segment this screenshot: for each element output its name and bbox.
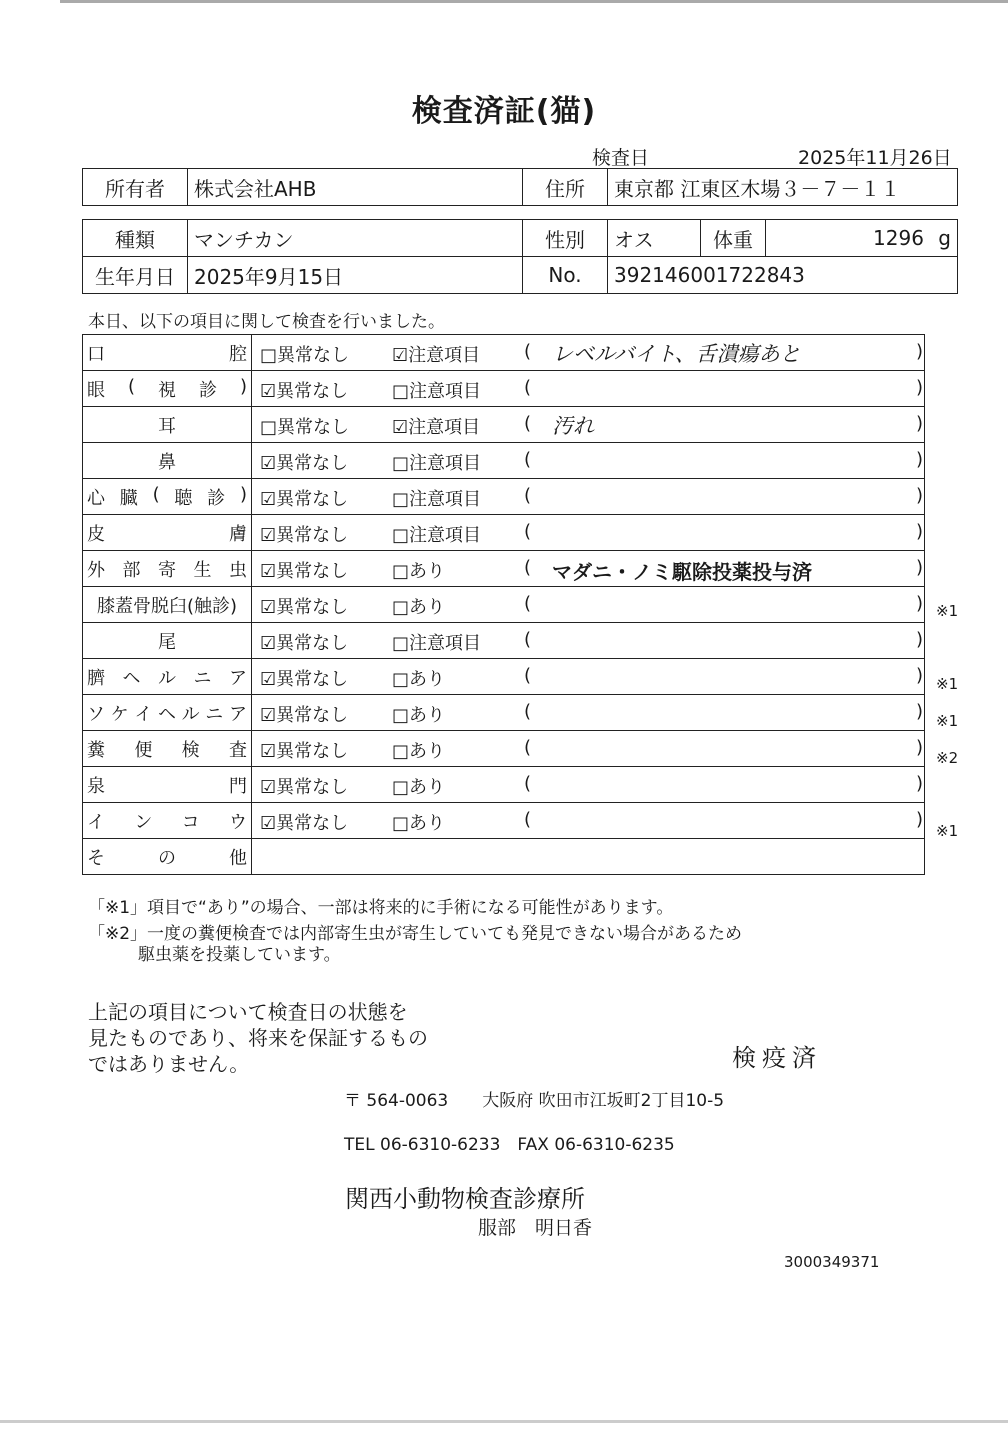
attention-checkbox[interactable]: □あり <box>392 705 446 726</box>
exam-item-chars <box>87 628 247 654</box>
attention-checkbox[interactable]: □あり <box>392 813 446 834</box>
note-paren-open: ( <box>524 413 532 434</box>
exam-item-char: 他 <box>229 847 247 869</box>
exam-item-chars <box>87 448 247 474</box>
exam-date-label: 検査日 <box>592 147 650 169</box>
footnote-1: 「※1」項目で“あり”の場合、一部は将来的に手術になる可能性があります。 <box>88 898 674 918</box>
document-title: 検査済証(猫) <box>411 94 597 129</box>
exam-item-chars <box>87 556 247 582</box>
exam-date-value: 2025年11月26日 <box>798 147 952 169</box>
exam-item-char: ヘ <box>157 703 176 725</box>
exam-item-chars <box>87 736 247 762</box>
exam-item-label <box>83 551 252 587</box>
exam-options <box>252 335 925 371</box>
exam-row <box>83 335 925 371</box>
sex-value: オス <box>608 220 701 257</box>
exam-item-char: ( <box>127 375 136 397</box>
exam-item-char: イ <box>134 703 153 725</box>
note-paren-open: ( <box>524 665 532 686</box>
note-paren-open: ( <box>524 701 532 722</box>
normal-checkbox[interactable]: □異常なし <box>260 417 350 438</box>
exam-item-label <box>83 731 252 767</box>
clinic-name: 関西小動物検査診療所 <box>345 1185 585 1213</box>
exam-row <box>83 551 925 587</box>
weight-label: 体重 <box>701 220 766 257</box>
breed-value: マンチカン <box>188 220 523 257</box>
exam-row <box>83 839 925 875</box>
attention-checkbox[interactable]: □注意項目 <box>392 633 482 654</box>
exam-options <box>252 407 925 443</box>
normal-checkbox[interactable]: ☑異常なし <box>260 741 349 762</box>
exam-item-char: 視 <box>158 379 176 401</box>
exam-item-char: 鼻 <box>158 451 176 473</box>
owner-value: 株式会社AHB <box>188 169 523 206</box>
exam-item-char: 腔 <box>229 343 247 365</box>
exam-row <box>83 443 925 479</box>
number-label: No. <box>523 257 608 294</box>
exam-row <box>83 587 925 623</box>
exam-options <box>252 767 925 803</box>
birth-label: 生年月日 <box>83 257 188 294</box>
exam-row <box>83 767 925 803</box>
exam-options <box>252 515 925 551</box>
exam-item-char: 診 <box>207 487 226 509</box>
exam-row <box>83 371 925 407</box>
address-label: 住所 <box>523 169 608 206</box>
exam-item-char: 臓 <box>119 487 138 509</box>
note-paren-close: ) <box>916 449 924 470</box>
disclaimer-line-1: 上記の項目について検査日の状態を <box>88 1000 408 1024</box>
exam-item-chars <box>87 700 247 726</box>
exam-item-char: 耳 <box>158 415 176 437</box>
exam-item-label <box>83 803 252 839</box>
attention-checkbox[interactable]: □あり <box>392 561 446 582</box>
exam-options <box>252 371 925 407</box>
note-paren-open: ( <box>524 449 532 470</box>
exam-options <box>252 839 925 875</box>
exam-item-chars <box>87 772 247 798</box>
sex-label: 性別 <box>523 220 608 257</box>
scan-edge-top <box>60 0 1008 3</box>
exam-item-char: ル <box>181 703 200 725</box>
note-paren-close: ) <box>916 773 924 794</box>
exam-table <box>82 334 925 875</box>
exam-item-char: 膝蓋骨脱臼(触診) <box>96 595 238 617</box>
exam-item-label <box>83 587 252 623</box>
exam-item-char: 虫 <box>229 559 247 581</box>
note-paren-open: ( <box>524 485 532 506</box>
exam-item-char: 外 <box>87 559 105 581</box>
exam-row <box>83 659 925 695</box>
note-paren-close: ) <box>916 521 924 542</box>
exam-item-chars <box>87 664 247 690</box>
attention-checkbox[interactable]: ☑注意項目 <box>392 345 481 366</box>
exam-options <box>252 443 925 479</box>
note-paren-close: ) <box>916 809 924 830</box>
birth-value: 2025年9月15日 <box>188 257 523 294</box>
attention-checkbox[interactable]: □あり <box>392 741 446 762</box>
exam-item-label <box>83 479 252 515</box>
exam-options <box>252 479 925 515</box>
exam-item-label <box>83 695 252 731</box>
note-paren-close: ) <box>916 413 924 434</box>
exam-item-char: 皮 <box>87 523 105 545</box>
exam-item-char: ア <box>229 667 247 689</box>
note-paren-open: ( <box>524 377 532 398</box>
exam-row <box>83 695 925 731</box>
exam-item-char: 寄 <box>158 559 176 581</box>
note-paren-close: ) <box>916 377 924 398</box>
intro-text: 本日、以下の項目に関して検査を行いました。 <box>88 312 445 332</box>
normal-checkbox[interactable]: ☑異常なし <box>260 813 349 834</box>
exam-options <box>252 659 925 695</box>
attention-checkbox[interactable]: ☑注意項目 <box>392 417 481 438</box>
normal-checkbox[interactable]: ☑異常なし <box>260 381 349 402</box>
exam-item-label <box>83 335 252 371</box>
note-paren-open: ( <box>524 593 532 614</box>
normal-checkbox[interactable]: ☑異常なし <box>260 525 349 546</box>
normal-checkbox[interactable]: ☑異常なし <box>260 669 349 690</box>
exam-item-char: 心 <box>87 487 105 509</box>
clinic-phone: TEL 06-6310-6233 FAX 06-6310-6235 <box>344 1135 675 1155</box>
scan-edge-bottom <box>0 1420 1008 1423</box>
footnote-mark: ※1 <box>936 601 959 620</box>
exam-item-char: 眼 <box>87 379 105 401</box>
exam-note: マダニ・ノミ駆除投薬投与済 <box>552 560 812 584</box>
exam-item-label <box>83 371 252 407</box>
normal-checkbox[interactable]: ☑異常なし <box>260 561 349 582</box>
normal-checkbox[interactable]: □異常なし <box>260 345 350 366</box>
footnote-2a: 「※2」一度の糞便検査では内部寄生虫が寄生していても発見できない場合があるため <box>88 924 743 944</box>
note-paren-open: ( <box>524 737 532 758</box>
exam-item-label <box>83 767 252 803</box>
exam-item-char: 生 <box>193 559 212 581</box>
exam-row <box>83 731 925 767</box>
exam-item-label <box>83 515 252 551</box>
number-value: 392146001722843 <box>608 257 958 294</box>
attention-checkbox[interactable]: □注意項目 <box>392 453 482 474</box>
exam-item-char: 査 <box>228 739 247 761</box>
exam-item-char: 膚 <box>229 523 247 545</box>
note-paren-close: ) <box>916 629 924 650</box>
exam-item-char: 糞 <box>87 739 105 761</box>
footnote-mark: ※1 <box>936 712 959 730</box>
footnote-2b: 駆虫薬を投薬しています。 <box>138 945 341 965</box>
exam-row <box>83 803 925 839</box>
exam-item-char: 部 <box>122 559 141 581</box>
exam-item-label <box>83 407 252 443</box>
clinic-address: 〒 564-0063 大阪府 吹田市江坂町2丁目10-5 <box>344 1091 725 1111</box>
note-paren-open: ( <box>524 521 532 542</box>
normal-checkbox[interactable]: ☑異常なし <box>260 705 349 726</box>
note-paren-open: ( <box>524 773 532 794</box>
attention-checkbox[interactable]: □あり <box>392 777 446 798</box>
exam-item-char: 聴 <box>174 487 193 509</box>
breed-label: 種類 <box>83 220 188 257</box>
note-paren-open: ( <box>524 809 532 830</box>
exam-item-chars <box>87 484 247 510</box>
footnote-mark: ※1 <box>936 675 959 694</box>
exam-item-chars <box>87 376 247 402</box>
doctor-name: 服部 明日香 <box>478 1217 593 1239</box>
disclaimer-line-3: ではありません。 <box>88 1052 250 1076</box>
exam-item-chars <box>87 844 247 870</box>
note-paren-close: ) <box>916 485 924 506</box>
exam-item-label <box>83 623 252 659</box>
exam-item-chars <box>87 340 247 366</box>
exam-item-char: ル <box>158 667 176 689</box>
attention-checkbox[interactable]: □注意項目 <box>392 489 482 510</box>
exam-item-char: ヘ <box>122 667 141 689</box>
normal-checkbox[interactable]: ☑異常なし <box>260 597 349 618</box>
exam-row <box>83 515 925 551</box>
attention-checkbox[interactable]: □注意項目 <box>392 381 482 402</box>
exam-item-char: ニ <box>193 667 212 689</box>
exam-item-char: ウ <box>228 811 247 833</box>
note-paren-close: ) <box>916 557 924 578</box>
document-number: 3000349371 <box>784 1253 880 1271</box>
normal-checkbox[interactable]: ☑異常なし <box>260 633 349 654</box>
attention-checkbox[interactable]: □あり <box>392 669 446 690</box>
note-paren-close: ) <box>916 665 924 686</box>
note-paren-close: ) <box>916 341 924 362</box>
note-paren-close: ) <box>916 701 924 722</box>
footnote-mark: ※1 <box>936 822 959 841</box>
exam-item-chars <box>87 412 247 438</box>
exam-item-label <box>83 443 252 479</box>
address-value: 東京都 江東区木場３－７－１１ <box>608 169 958 206</box>
exam-options <box>252 551 925 587</box>
exam-item-char: ) <box>239 483 247 505</box>
weight-cell <box>766 220 958 257</box>
exam-row <box>83 479 925 515</box>
exam-item-char: そ <box>87 847 105 869</box>
exam-item-char: 臍 <box>87 667 105 689</box>
normal-checkbox[interactable]: ☑異常なし <box>260 453 349 474</box>
owner-table <box>82 168 958 206</box>
exam-item-chars <box>87 592 247 618</box>
exam-note: レベルバイト、舌潰瘍あと <box>552 342 801 366</box>
weight-value: 1296 <box>873 226 924 250</box>
exam-row <box>83 623 925 659</box>
exam-item-chars <box>87 808 247 834</box>
disclaimer-line-2: 見たものであり、将来を保証するもの <box>88 1026 428 1050</box>
exam-item-label <box>83 659 252 695</box>
exam-item-char: コ <box>181 811 200 833</box>
exam-item-char: ニ <box>205 703 224 725</box>
exam-row <box>83 407 925 443</box>
exam-item-char: の <box>158 847 176 869</box>
attention-checkbox[interactable]: □あり <box>392 597 446 618</box>
exam-item-char: ア <box>228 703 247 725</box>
exam-options <box>252 731 925 767</box>
note-paren-close: ) <box>916 737 924 758</box>
exam-item-char: 泉 <box>87 775 105 797</box>
weight-unit: g <box>938 226 951 250</box>
note-paren-close: ) <box>916 593 924 614</box>
exam-options <box>252 803 925 839</box>
exam-item-char: ( <box>152 483 160 505</box>
note-paren-open: ( <box>524 341 532 362</box>
exam-item-char: 門 <box>229 775 247 797</box>
exam-item-label <box>83 839 252 875</box>
exam-item-chars <box>87 520 247 546</box>
exam-item-char: 口 <box>87 343 105 365</box>
exam-options <box>252 695 925 731</box>
owner-label: 所有者 <box>83 169 188 206</box>
exam-options <box>252 587 925 623</box>
note-paren-open: ( <box>524 557 532 578</box>
exam-options <box>252 623 925 659</box>
exam-item-char: ン <box>134 811 153 833</box>
quarantine-seal: 検疫済 <box>732 1044 822 1072</box>
exam-item-char: ケ <box>110 703 129 725</box>
pet-table <box>82 219 958 294</box>
attention-checkbox[interactable]: □注意項目 <box>392 525 482 546</box>
normal-checkbox[interactable]: ☑異常なし <box>260 777 349 798</box>
exam-item-char: 診 <box>198 379 217 401</box>
footnote-mark: ※2 <box>936 748 959 767</box>
exam-item-char: 尾 <box>158 631 176 653</box>
exam-item-char: 検 <box>181 739 200 761</box>
exam-item-char: イ <box>87 811 105 833</box>
normal-checkbox[interactable]: ☑異常なし <box>260 489 349 510</box>
note-paren-open: ( <box>524 629 532 650</box>
exam-item-char: 便 <box>134 739 153 761</box>
exam-item-char: ) <box>239 375 247 397</box>
exam-item-char: ソ <box>87 703 105 725</box>
exam-note: 汚れ <box>552 414 594 438</box>
